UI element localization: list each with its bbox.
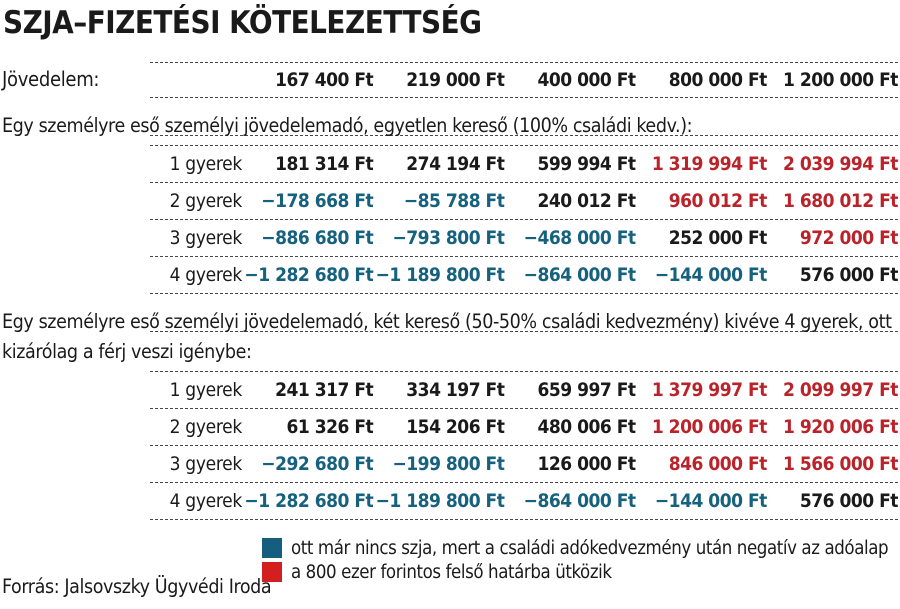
value-cell: 334 197 Ft — [406, 378, 505, 401]
value-cell: 576 000 Ft — [799, 263, 898, 286]
legend-label: ott már nincs szja, mert a családi adókedvezmény után negatív az adóalap — [291, 537, 889, 559]
income-row — [2, 62, 898, 98]
infographic-page — [0, 6, 900, 609]
row-label: 4 gyerek — [169, 489, 242, 512]
table-section-two-earners — [150, 371, 898, 520]
value-cell: −793 800 Ft — [392, 226, 505, 249]
row-label: 1 gyerek — [169, 152, 242, 175]
value-cell: −85 788 Ft — [403, 189, 505, 212]
value-cell: 1 680 012 Ft — [783, 189, 898, 212]
footer — [0, 538, 900, 600]
value-cell: 659 997 Ft — [537, 378, 636, 401]
value-cell: 126 000 Ft — [537, 452, 636, 475]
row-label: 2 gyerek — [169, 415, 242, 438]
value-cell: −144 000 Ft — [654, 263, 767, 286]
row-label: 3 gyerek — [169, 452, 242, 475]
value-cell: 972 000 Ft — [799, 226, 898, 249]
value-cell: 1 379 997 Ft — [651, 378, 767, 401]
value-cell: −1 189 800 Ft — [375, 489, 505, 512]
income-value: 400 000 Ft — [537, 68, 636, 91]
value-cell: 2 099 997 Ft — [783, 378, 898, 401]
table-section-single-earner — [150, 145, 898, 294]
table-row — [150, 482, 898, 519]
table-row — [150, 408, 898, 445]
table-row — [150, 445, 898, 482]
value-cell: 154 206 Ft — [406, 415, 505, 438]
legend — [262, 538, 900, 583]
source-credit: Forrás: Jalsovszky Ügyvédi Iroda — [2, 574, 272, 598]
value-cell: −144 000 Ft — [654, 489, 767, 512]
value-cell: 252 000 Ft — [668, 226, 767, 249]
table-row — [150, 256, 898, 293]
value-cell: 181 314 Ft — [275, 152, 374, 175]
value-cell: −1 282 680 Ft — [244, 489, 374, 512]
table-row — [150, 145, 898, 182]
blue-swatch-icon — [262, 538, 282, 558]
value-cell: −178 668 Ft — [261, 189, 374, 212]
income-value: 1 200 000 Ft — [783, 68, 898, 91]
value-cell: −1 189 800 Ft — [375, 263, 505, 286]
value-cell: 599 994 Ft — [537, 152, 636, 175]
value-cell: 241 317 Ft — [275, 378, 374, 401]
value-cell: 2 039 994 Ft — [783, 152, 898, 175]
section-header-single-earner: Egy személyre eső személyi jövedelemadó, egyetlen kereső (100% családi kedv.): — [2, 111, 898, 141]
row-label: 1 gyerek — [169, 378, 242, 401]
value-cell: 480 006 Ft — [537, 415, 636, 438]
value-cell: 1 920 006 Ft — [783, 415, 898, 438]
value-cell: −1 282 680 Ft — [244, 263, 374, 286]
value-cell: 1 319 994 Ft — [651, 152, 767, 175]
legend-item-negative-base — [262, 538, 900, 559]
value-cell: 576 000 Ft — [799, 489, 898, 512]
row-label: 2 gyerek — [169, 189, 242, 212]
income-value: 800 000 Ft — [668, 68, 767, 91]
value-cell: −864 000 Ft — [523, 489, 636, 512]
value-cell: 1 566 000 Ft — [783, 452, 898, 475]
value-cell: 61 326 Ft — [286, 415, 374, 438]
value-cell: −292 680 Ft — [261, 452, 374, 475]
value-cell: 846 000 Ft — [668, 452, 767, 475]
income-value: 219 000 Ft — [406, 68, 505, 91]
legend-item-upper-limit — [262, 562, 900, 583]
value-cell: 274 194 Ft — [406, 152, 505, 175]
value-cell: −886 680 Ft — [261, 226, 374, 249]
table-row — [150, 219, 898, 256]
value-cell: −468 000 Ft — [523, 226, 636, 249]
income-value: 167 400 Ft — [275, 68, 374, 91]
value-cell: 240 012 Ft — [537, 189, 636, 212]
table-row — [150, 182, 898, 219]
value-cell: −864 000 Ft — [523, 263, 636, 286]
legend-label: a 800 ezer forintos felső határba ütközik — [291, 561, 612, 583]
page-title: SZJA–FIZETÉSI KÖTELEZETTSÉG — [3, 5, 482, 41]
row-label: 4 gyerek — [169, 263, 242, 286]
income-row-label: Jövedelem: — [2, 66, 100, 91]
table-row — [150, 371, 898, 408]
row-label: 3 gyerek — [169, 226, 242, 249]
value-cell: 1 200 006 Ft — [651, 415, 767, 438]
value-cell: −199 800 Ft — [392, 452, 505, 475]
value-cell: 960 012 Ft — [668, 189, 767, 212]
section-header-two-earners: Egy személyre eső személyi jövedelemadó, két kereső (50-50% családi kedvezmény) kivéve 4 gyerek, ott kizárólag a férj veszi igénybe: — [2, 307, 898, 367]
